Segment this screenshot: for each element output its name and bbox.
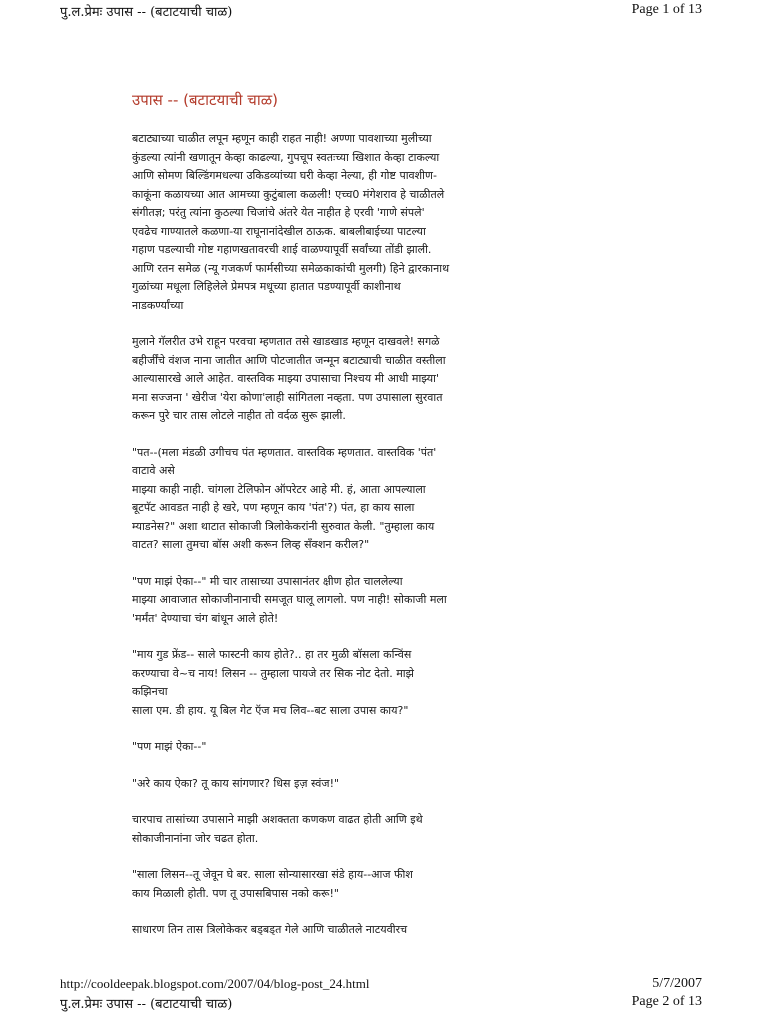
- paragraph: "पण माझं ऐका--": [132, 740, 207, 753]
- paragraph: "पण माझं ऐका--" मी चार तासाच्या उपासानंतर क्षीण होत चाललेल्या माझ्या आवाजात सोकाजीनानाची समजूत घालू लागलो. पण नाही! सोकाजी मला 'मर्मंत' देण्याचा चंग बांधून आले होते!: [132, 574, 447, 625]
- paragraph: "साला लिसन--तू जेवून घे बर. साला सोन्यासारखा संडे हाय--आज फीश काय मिळाली होती. पण तू उपासबिपास नको करू!": [132, 868, 413, 900]
- next-doc-title: पु.ल.प्रेमः उपास -- (बटाटयाची चाळ): [60, 997, 233, 1012]
- next-page-label: Page 2 of 13: [631, 994, 702, 1009]
- footer-date: 5/7/2007: [652, 976, 702, 991]
- header-doc-title: पु.ल.प्रेमः उपास -- (बटाटयाची चाळ): [60, 5, 233, 20]
- paragraph: चारपाच तासांच्या उपासाने माझी अशक्तता कणकण वाढत होती आणि इथे सोकाजीनानांना जोर चढत होता.: [132, 813, 423, 845]
- article-body: [132, 90, 562, 935]
- paragraph: बटाट्याच्या चाळीत लपून म्हणून काही राहत नाही! अण्णा पावशाच्या मुलीच्या कुंडल्या त्यांनी खणातून केव्हा काढल्या, गुपचूप स्वतःच्या खिशात केव्हा टाकल्या आणि सोमण बिल्डिंगमधल्या उकिडव्यांच्या घरी केव्हा नेल्या, ही गोष्ट पावशीण- काकूंना कळायच्या आत आमच्या कुटुंबाला कळली! एच्च0 मंगेशराव हे चाळीतले संगीतज्ञ; परंतु त्यांना कुठल्या चिजांचे अंतरे येत नाहीत हे एरवी 'गाणे संपले' एवढेच गाण्यातले कळणा-या राघूनानांदेखील ठाऊक. बाबलीबाईच्या पाटल्या गहाण पडल्याची गोष्ट गहाणखतावरची शाई वाळण्यापूर्वी सर्वांच्या तोंडी झाली. आणि रतन समेळ (न्यू गजकर्ण फार्मसीच्या समेळकाकांची मुलगी) हिने द्वारकानाथ गुळांच्या मधूला लिहिलेले प्रेमपत्र मधूच्या हातात पडण्यापूर्वी काशीनाथ नाडकर्ण्यांच्या: [132, 132, 450, 312]
- paragraph: "माय गुड फ्रेंड-- साले फास्टनी काय होते?.. हा तर मुळी बॉसला कन्विंस करण्याचा वे~च नाय! लिसन -- तुम्हाला पायजे तर सिक नोट देतो. माझे कझिनचा साला एम. डी हाय. यू बिल गेट ऍज मच लिव--बट साला उपास काय?": [132, 648, 414, 717]
- paragraph: मुलाने गॅलरीत उभे राहून परवचा म्हणतात तसे खाडखाड म्हणून दाखवले! सगळे बहीर्जींचे वंशज नाना जातीत आणि पोटजातीत जन्मून बटाट्याची चाळीत वस्तीला आल्यासारखे आले आहेत. वास्तविक माझ्या उपासाचा निश्चय मी आधी माझ्या' मना सज्जना ' खेरीज 'येरा कोणा'लाही सांगितला नव्हता. पण उपासाला सुरवात करून पुरे चार तास लोटले नाहीत तो वर्दळ सुरू झाली.: [132, 335, 446, 422]
- paragraph: "पत--(मला मंडळी उगीचच पंत म्हणतात. वास्तविक म्हणतात. वास्तविक 'पंत' वाटावे असे माझ्या काही नाही. चांगला टेलिफोन ऑपरेटर आहे मी. हं, आता आपल्याला बूटपॅट आवडत नाही हे खरे, पण म्हणून काय 'पंत'?) पंत, हा काय साला म्याडनेस?" अशा थाटात सोकाजी त्रिलोकेकरांनी सुरुवात केली. "तुम्हाला काय वाटत? साला तुमचा बॉस अशी करून लिव्ह सॅंक्शन करील?": [132, 445, 437, 551]
- header-page-label: Page 1 of 13: [631, 2, 702, 17]
- paragraph: "अरे काय ऐका? तू काय सांगणार? धिस इज़ स्वंज!": [132, 776, 340, 790]
- footer-url: http://cooldeepak.blogspot.com/2007/04/blog-post_24.html: [60, 976, 370, 991]
- paragraph-truncated: साधारण तिन तास त्रिलोकेकर बड्बड्त गेले आणि चाळीतले नाटयवीरच: [132, 923, 408, 935]
- article-title: उपास -- (बटाटयाची चाळ): [132, 91, 278, 109]
